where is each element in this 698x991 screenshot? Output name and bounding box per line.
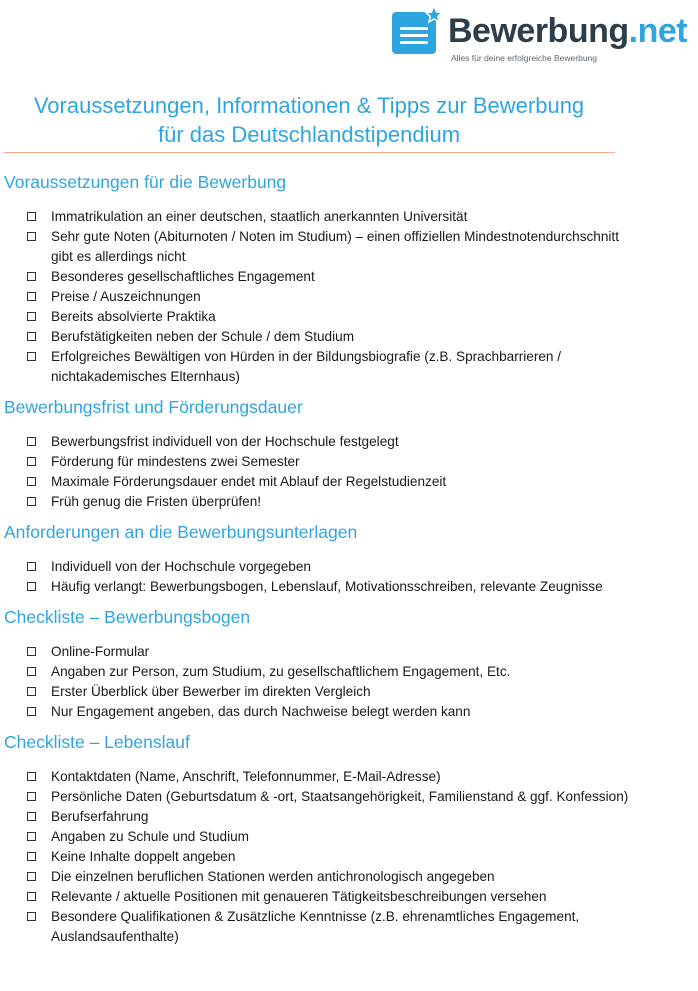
checklist [4, 642, 644, 722]
checklist-item [4, 807, 644, 827]
checklist-item [4, 327, 644, 347]
checkbox[interactable] [27, 437, 36, 446]
section-checkliste-bewerbungsbogen [4, 604, 644, 722]
section-checkliste-lebenslauf [4, 729, 644, 947]
checklist [4, 557, 644, 597]
brand-wordmark [448, 11, 687, 51]
checkbox[interactable] [27, 872, 36, 881]
checkbox[interactable] [27, 707, 36, 716]
checklist [4, 432, 644, 512]
checkbox[interactable] [27, 562, 36, 571]
checklist-item-text: Berufstätigkeiten neben der Schule / dem Studium [51, 329, 355, 344]
checklist-item-text: Preise / Auszeichnungen [51, 289, 201, 304]
checkbox[interactable] [27, 772, 36, 781]
section-heading: Anforderungen an die Bewerbungsunterlagen [4, 522, 358, 542]
checkbox[interactable] [27, 912, 36, 921]
checkbox[interactable] [27, 312, 36, 321]
checkbox[interactable] [27, 497, 36, 506]
page-title-line-2: für das Deutschlandstipendium [157, 122, 461, 147]
checklist-item-text: Früh genug die Fristen überprüfen! [51, 494, 262, 509]
checklist-item [4, 702, 644, 722]
checkbox[interactable] [27, 852, 36, 861]
document-list-icon [392, 6, 442, 56]
section-heading: Checkliste – Bewerbungsbogen [4, 607, 251, 627]
checklist-item [4, 827, 644, 847]
checkbox[interactable] [27, 457, 36, 466]
checklist-item-text: Bereits absolvierte Praktika [51, 309, 216, 324]
checklist-item [4, 452, 644, 472]
checklist-item-text: Die einzelnen beruflichen Stationen werden antichronologisch angegeben [51, 869, 495, 884]
brand-logo [392, 4, 698, 66]
checklist-item [4, 267, 644, 287]
section-anforderungen-an-die-bewerbungsunterlagen [4, 519, 644, 597]
checkbox[interactable] [27, 232, 36, 241]
checkbox[interactable] [27, 647, 36, 656]
checkbox[interactable] [27, 272, 36, 281]
checklist-item [4, 492, 644, 512]
checklist-item-text: Förderung für mindestens zwei Semester [51, 454, 300, 469]
checklist [4, 207, 644, 387]
checklist-item [4, 682, 644, 702]
checklist-item-text: Erster Überblick über Bewerber im direkten Vergleich [51, 684, 371, 699]
brand-tld: .net [628, 12, 688, 50]
checklist-item [4, 767, 644, 787]
title-divider [4, 152, 615, 153]
checklist-item-text: Besondere Qualifikationen & Zusätzliche Kenntnisse (z.B. ehrenamtliches Engagement, Auslandsaufenthalte) [51, 909, 580, 944]
checkbox[interactable] [27, 687, 36, 696]
checklist-item [4, 577, 644, 597]
checkbox[interactable] [27, 212, 36, 221]
brand-tagline: Alles für deine erfolgreiche Bewerbung [451, 53, 598, 63]
checkbox[interactable] [27, 812, 36, 821]
checklist-item [4, 557, 644, 577]
checklist-item-text: Keine Inhalte doppelt angeben [51, 849, 236, 864]
checkbox[interactable] [27, 792, 36, 801]
checklist-item [4, 432, 644, 452]
checklist-item [4, 907, 644, 947]
checkbox[interactable] [27, 477, 36, 486]
brand-name: Bewerbung [448, 12, 629, 50]
checklist-item [4, 662, 644, 682]
checklist-item-text: Berufserfahrung [51, 809, 149, 824]
checklist-item-text: Maximale Förderungsdauer endet mit Ablauf der Regelstudienzeit [51, 474, 447, 489]
checklist-item [4, 227, 644, 267]
checklist-item-text: Besonderes gesellschaftliches Engagement [51, 269, 315, 284]
checklist-item [4, 472, 644, 492]
checkbox[interactable] [27, 332, 36, 341]
checklist-item [4, 307, 644, 327]
section-heading: Bewerbungsfrist und Förderungsdauer [4, 397, 303, 417]
checklist-item-text: Persönliche Daten (Geburtsdatum & -ort, Staatsangehörigkeit, Familienstand & ggf. Konfession) [51, 789, 629, 804]
checklist-item-text: Online-Formular [51, 644, 150, 659]
checklist-item-text: Immatrikulation an einer deutschen, staatlich anerkannten Universität [51, 209, 468, 224]
section-heading: Checkliste – Lebenslauf [4, 732, 190, 752]
checklist-item [4, 847, 644, 867]
checklist-content [4, 169, 644, 954]
checklist-item [4, 347, 644, 387]
checklist-item [4, 867, 644, 887]
checkbox[interactable] [27, 667, 36, 676]
checklist-item-text: Angaben zu Schule und Studium [51, 829, 250, 844]
checklist [4, 767, 644, 947]
checklist-item [4, 642, 644, 662]
checklist-item [4, 887, 644, 907]
checklist-item-text: Sehr gute Noten (Abiturnoten / Noten im Studium) – einen offiziellen Mindestnotendurchschnitt gibt es allerdings nicht [51, 229, 619, 264]
checklist-item-text: Nur Engagement angeben, das durch Nachweise belegt werden kann [51, 704, 471, 719]
checklist-item-text: Individuell von der Hochschule vorgegeben [51, 559, 311, 574]
checklist-item-text: Erfolgreiches Bewältigen von Hürden in der Bildungsbiografie (z.B. Sprachbarrieren / nichtakademisches Elternhaus) [51, 349, 562, 384]
checklist-item-text: Relevante / aktuelle Positionen mit genaueren Tätigkeitsbeschreibungen versehen [51, 889, 547, 904]
page-title-line-1: Voraussetzungen, Informationen & Tipps zur Bewerbung [33, 93, 585, 118]
checkbox[interactable] [27, 292, 36, 301]
checklist-item-text: Häufig verlangt: Bewerbungsbogen, Lebenslauf, Motivationsschreiben, relevante Zeugnisse [51, 579, 603, 594]
checklist-item-text: Bewerbungsfrist individuell von der Hochschule festgelegt [51, 434, 399, 449]
checklist-item-text: Kontaktdaten (Name, Anschrift, Telefonnummer, E-Mail-Adresse) [51, 769, 441, 784]
checkbox[interactable] [27, 892, 36, 901]
checkbox[interactable] [27, 582, 36, 591]
section-bewerbungsfrist-und-f-rderungsdauer [4, 394, 644, 512]
page-title [0, 91, 618, 149]
checkbox[interactable] [27, 352, 36, 361]
checklist-item-text: Angaben zur Person, zum Studium, zu gesellschaftlichem Engagement, Etc. [51, 664, 511, 679]
section-voraussetzungen-f-r-die-bewerbung [4, 169, 644, 387]
checklist-item [4, 287, 644, 307]
checklist-item [4, 787, 644, 807]
checkbox[interactable] [27, 832, 36, 841]
checklist-item [4, 207, 644, 227]
section-heading: Voraussetzungen für die Bewerbung [4, 172, 287, 192]
